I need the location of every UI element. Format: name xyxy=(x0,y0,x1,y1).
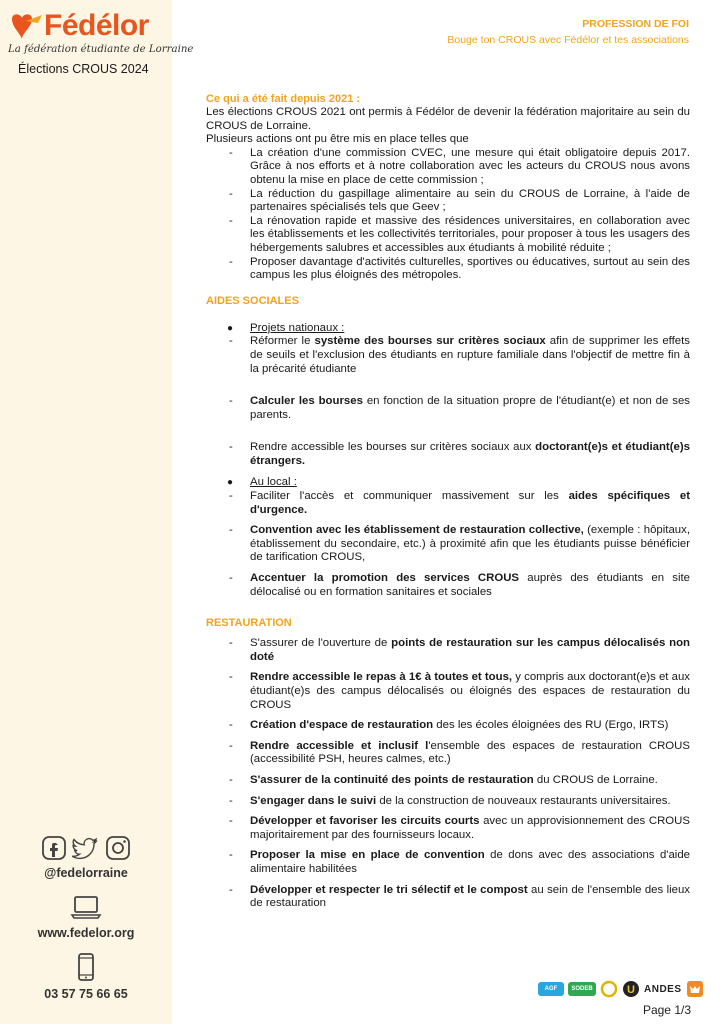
partner-logos xyxy=(538,978,713,1000)
page-number: Page 1/3 xyxy=(642,1003,691,1017)
document-subtitle: Bouge ton CROUS avec Fédélor et tes associations xyxy=(447,34,689,46)
document-title: PROFESSION DE FOI xyxy=(582,18,689,30)
section-heading: Ce qui a été fait depuis 2021 : xyxy=(206,93,361,105)
list-item: - S'assurer de la continuité des points de restauration du CROUS de Lorraine. xyxy=(206,774,690,788)
social-icons xyxy=(0,834,172,864)
fox-logo-icon xyxy=(686,980,704,998)
intro-paragraph: Les élections CROUS 2021 ont permis à Fédélor de devenir la fédération majoritaire au sein du CROUS de Lorraine. xyxy=(206,106,690,132)
document-header xyxy=(447,18,689,46)
list-item: - Réformer le système des bourses sur critères sociaux afin de supprimer les effets de seuils et l'exclusion des étudiants en rupture familiale dans l'objectif de mettre fin à la précarité étudiante xyxy=(206,335,690,376)
social-handle[interactable]: @fedelorraine xyxy=(44,866,128,880)
phone-number[interactable]: 03 57 75 66 65 xyxy=(44,987,128,1001)
laptop-icon-wrap xyxy=(0,894,172,922)
twitter-icon[interactable] xyxy=(72,834,100,862)
section-achievements xyxy=(206,93,690,283)
svg-text:U: U xyxy=(627,984,635,996)
fedelor-logo xyxy=(8,9,194,60)
logo-tagline: La fédération étudiante de Lorraine xyxy=(8,44,194,55)
list-item: - La création d'une commission CVEC, une mesure qui était obligatoire depuis 2017. Grâce à nos efforts et à notre collaboration avec les acteurs du CROUS nous avons obtenu la mise en place de cette commission ; xyxy=(206,147,690,188)
website-link[interactable]: www.fedelor.org xyxy=(37,926,135,940)
list-item: - Faciliter l'accès et communiquer massivement sur les aides spécifiques et d'urgence. xyxy=(206,490,690,517)
subsection-label: ● Au local : xyxy=(206,476,690,490)
facebook-icon[interactable] xyxy=(40,834,68,862)
list-item: - S'assurer de l'ouverture de points de restauration sur les campus délocalisés non doté xyxy=(206,637,690,664)
section-heading: RESTAURATION xyxy=(206,617,292,630)
partner-logo-sodeb: SODEB xyxy=(568,982,596,996)
list-item: - Développer et favoriser les circuits courts avec un approvisionnement des CROUS majoritairement par des fournisseurs locaux. xyxy=(206,815,690,842)
sidebar xyxy=(0,0,194,1024)
logo-wordmark: Fédélor xyxy=(44,9,149,42)
list-item: - Accentuer la promotion des services CROUS auprès des étudiants en site délocalisé ou en formation sanitaires et sociales xyxy=(206,572,690,599)
laptop-icon xyxy=(70,894,102,922)
local-list xyxy=(206,490,690,599)
list-item: - Rendre accessible le repas à 1€ à toutes et tous, y compris aux doctorant(e)s et aux étudiant(e)s des campus délocalisés ou éloignés des espaces de restauration du CROUS xyxy=(206,671,690,712)
instagram-icon[interactable] xyxy=(104,834,132,862)
partner-u-logo xyxy=(622,980,640,998)
list-item: - La réduction du gaspillage alimentaire au sein du CROUS de Lorraine, à l'aide de partenaires spécialisés tels que Geev ; xyxy=(206,188,690,215)
list-item: - Développer et respecter le tri sélectif et le compost au sein de l'ensemble des lieux de restauration xyxy=(206,884,690,911)
section-restauration xyxy=(206,617,690,911)
list-item: - Calculer les bourses en fonction de la situation propre de l'étudiant(e) et non de ses parents. xyxy=(206,395,690,422)
election-subtitle: Élections CROUS 2024 xyxy=(18,62,149,76)
list-item: - Rendre accessible les bourses sur critères sociaux aux doctorant(e)s et étudiant(e)s étrangers. xyxy=(206,441,690,468)
partner-ring-logo xyxy=(600,980,618,998)
list-item: - Proposer davantage d'activités culturelles, sportives ou éducatives, surtout au sein des campus les plus éloignés des métropoles. xyxy=(206,256,690,283)
list-item: - La rénovation rapide et massive des résidences universitaires, en collaboration avec les établissements et les collectivités territoriales, pour proposer à tous les usagers des hébergements salubres et accessibles aux étudiants à mobilité réduite ; xyxy=(206,215,690,256)
phone-icon xyxy=(76,952,96,982)
main-content xyxy=(206,93,690,918)
achievements-list xyxy=(206,147,690,283)
partner-logo-agf: AGF xyxy=(538,982,564,996)
list-item: - Proposer la mise en place de convention de dons avec des associations d'aide alimentaire habilitées xyxy=(206,849,690,876)
section-heading: AIDES SOCIALES xyxy=(206,294,299,307)
list-item: - Rendre accessible et inclusif l'ensemble des espaces de restauration CROUS (accessibilité PSH, heures calmes, etc.) xyxy=(206,740,690,767)
section-aides-sociales xyxy=(206,295,690,600)
phone-icon-wrap xyxy=(0,952,172,982)
restauration-list xyxy=(206,637,690,911)
partner-logo-andes: ANDES xyxy=(644,983,682,995)
list-item: - S'engager dans le suivi de la construction de nouveaux restaurants universitaires. xyxy=(206,795,690,809)
subsection-label: ● Projets nationaux : xyxy=(206,322,690,336)
intro-paragraph: Plusieurs actions ont pu être mis en place telles que xyxy=(206,133,469,146)
list-item: - Convention avec les établissement de restauration collective, (exemple : hôpitaux, établissement du secondaire, etc.) à proximité afin que les étudiants puisse bénéficier de tarification CROUS, xyxy=(206,524,690,565)
national-list xyxy=(206,335,690,468)
heart-logo-icon xyxy=(8,13,44,41)
list-item: - Création d'espace de restauration des les écoles éloignées des RU (Ergo, IRTS) xyxy=(206,719,690,733)
